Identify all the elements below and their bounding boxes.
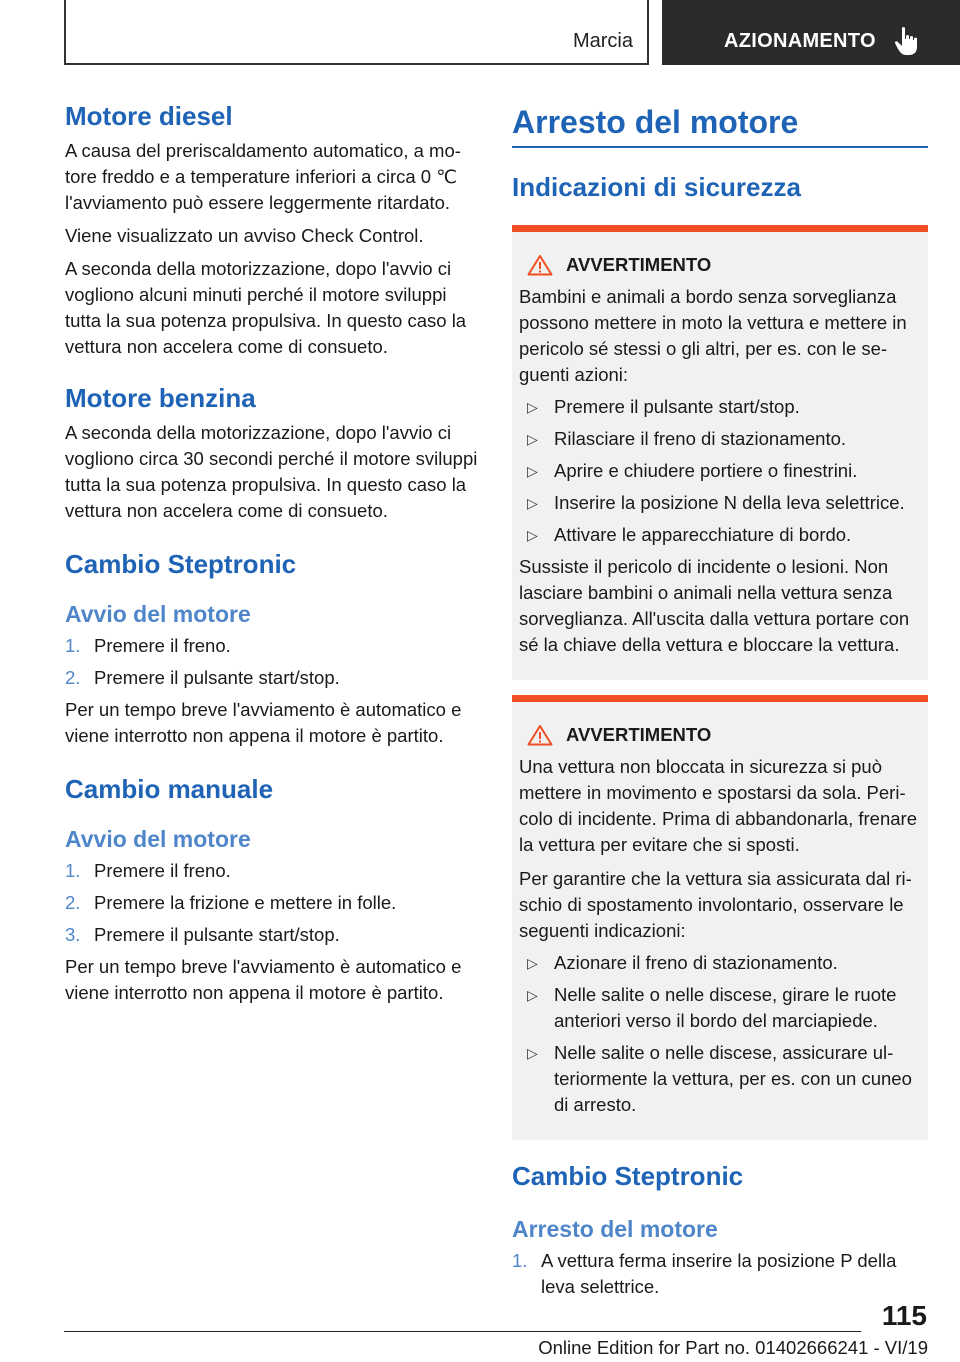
list-item: ▷ Rilasciare il freno di stazionamento. [519, 426, 921, 452]
warning-box-parking [512, 695, 928, 1140]
list-item: ▷ Inserire la posizione N della leva selettrice. [519, 490, 921, 516]
steptronic-stop-steps [512, 1248, 928, 1300]
header-chapter-label: AZIONAMENTO [724, 30, 876, 52]
right-column [512, 102, 928, 1300]
list-item: 1. Premere il freno. [65, 860, 231, 881]
list-item: ▷ Azionare il freno di stazionamento. [519, 950, 921, 976]
bullet-triangle-icon: ▷ [527, 1045, 538, 1061]
manuale-heading: Cambio manuale [65, 774, 274, 804]
benzina-paragraph: A seconda della motorizzazione, dopo l'avvio ci vogliono circa 30 secondi perché il motore sviluppi tutta la sua potenza propulsiva. In questo caso la vettura non accelera come di consueto. [65, 422, 478, 521]
steptronic-stop-subheading: Arresto del motore [512, 1216, 718, 1242]
bullet-triangle-icon: ▷ [527, 431, 538, 447]
warning-paragraph: Una vettura non bloccata in sicurezza si può mettere in movimento e spostarsi da sola. Pericolo di incidente. Prima di abbandonarla, frenare la vettura per evitare che si sposti. [519, 756, 917, 855]
steptronic-stop-heading: Cambio Steptronic [512, 1161, 744, 1191]
warning-paragraph: Per garantire che la vettura sia assicurata dal rischio di spostamento involontario, osservare le seguenti indicazioni: [519, 868, 912, 941]
manuale-paragraph: Per un tempo breve l'avviamento è automatico e viene interrotto non appena il motore è partito. [65, 956, 462, 1003]
steptronic-subheading: Avvio del motore [65, 601, 251, 627]
safety-heading: Indicazioni di sicurezza [512, 172, 801, 202]
warning-list [519, 394, 921, 548]
list-item: ▷ Premere il pulsante start/stop. [519, 394, 921, 420]
bullet-triangle-icon: ▷ [527, 987, 538, 1003]
warning-list [519, 950, 921, 1118]
bullet-triangle-icon: ▷ [527, 399, 538, 415]
list-item: ▷ Aprire e chiudere portiere o finestrini. [519, 458, 921, 484]
list-item: 2. Premere il pulsante start/stop. [65, 667, 340, 688]
warning-triangle-icon [527, 254, 553, 276]
hand-pointer-icon [894, 26, 920, 56]
warning-triangle-icon [527, 724, 553, 746]
header-section-label: Marcia [572, 30, 633, 52]
warning-title: AVVERTIMENTO [519, 722, 921, 748]
benzina-heading: Motore benzina [65, 383, 256, 413]
list-item: 1. Premere il freno. [65, 635, 231, 656]
manuale-steps [65, 858, 480, 948]
list-item: 2. Premere la frizione e mettere in folle. [65, 892, 397, 913]
bullet-triangle-icon: ▷ [527, 463, 538, 479]
steptronic-heading: Cambio Steptronic [65, 549, 297, 579]
arresto-heading: Arresto del motore [512, 102, 928, 148]
warning-paragraph: Sussiste il pericolo di incidente o lesioni. Non lasciare bambini o animali nella vettura senza sorveglianza. All'uscita dalla vettura portare con sé la chiave della vettura e bloccare la vettura. [519, 556, 910, 655]
manuale-subheading: Avvio del motore [65, 826, 251, 852]
bullet-triangle-icon: ▷ [527, 495, 538, 511]
diesel-heading: Motore diesel [65, 101, 233, 131]
warning-box-children [512, 225, 928, 680]
steptronic-paragraph: Per un tempo breve l'avviamento è automatico e viene interrotto non appena il motore è partito. [65, 699, 462, 746]
bullet-triangle-icon: ▷ [527, 527, 538, 543]
diesel-paragraph-2: Viene visualizzato un avviso Check Control. [65, 225, 424, 246]
list-item: 3. Premere il pulsante start/stop. [65, 924, 340, 945]
left-column [65, 100, 480, 1006]
footer-edition: Online Edition for Part no. 01402666241 - VI/19 [538, 1337, 928, 1358]
warning-title: AVVERTIMENTO [519, 252, 921, 278]
list-item: 1. A vettura ferma inserire la posizione P della leva selettrice. [512, 1250, 897, 1297]
warning-paragraph: Bambini e animali a bordo senza sorveglianza possono mettere in moto la vettura e mettere in pericolo sé stessi o gli altri, per es. con le seguenti azioni: [519, 286, 907, 385]
footer-divider [64, 1331, 861, 1332]
header-section-tab [64, 0, 649, 65]
list-item: ▷ Attivare le apparecchiature di bordo. [519, 522, 921, 548]
bullet-triangle-icon: ▷ [527, 955, 538, 971]
diesel-paragraph-3: A seconda della motorizzazione, dopo l'avvio ci vogliono alcuni minuti perché il motore sviluppi tutta la sua potenza propulsiva. In questo caso la vettura non accelera come di consueto. [65, 258, 467, 357]
page-number: 115 [881, 1300, 927, 1331]
list-item: ▷ Nelle salite o nelle discese, assicurare ulteriormente la vettura, per es. con un cuneo di arresto. [527, 1042, 912, 1115]
list-item: ▷ Nelle salite o nelle discese, girare le ruote anteriori verso il bordo del marciapiede. [527, 984, 897, 1031]
diesel-paragraph-1: A causa del preriscaldamento automatico, a motore freddo e a temperature inferiori a circa 0 ℃ l'avviamento può essere leggermente ritardato. [65, 140, 461, 213]
steptronic-steps [65, 633, 480, 691]
